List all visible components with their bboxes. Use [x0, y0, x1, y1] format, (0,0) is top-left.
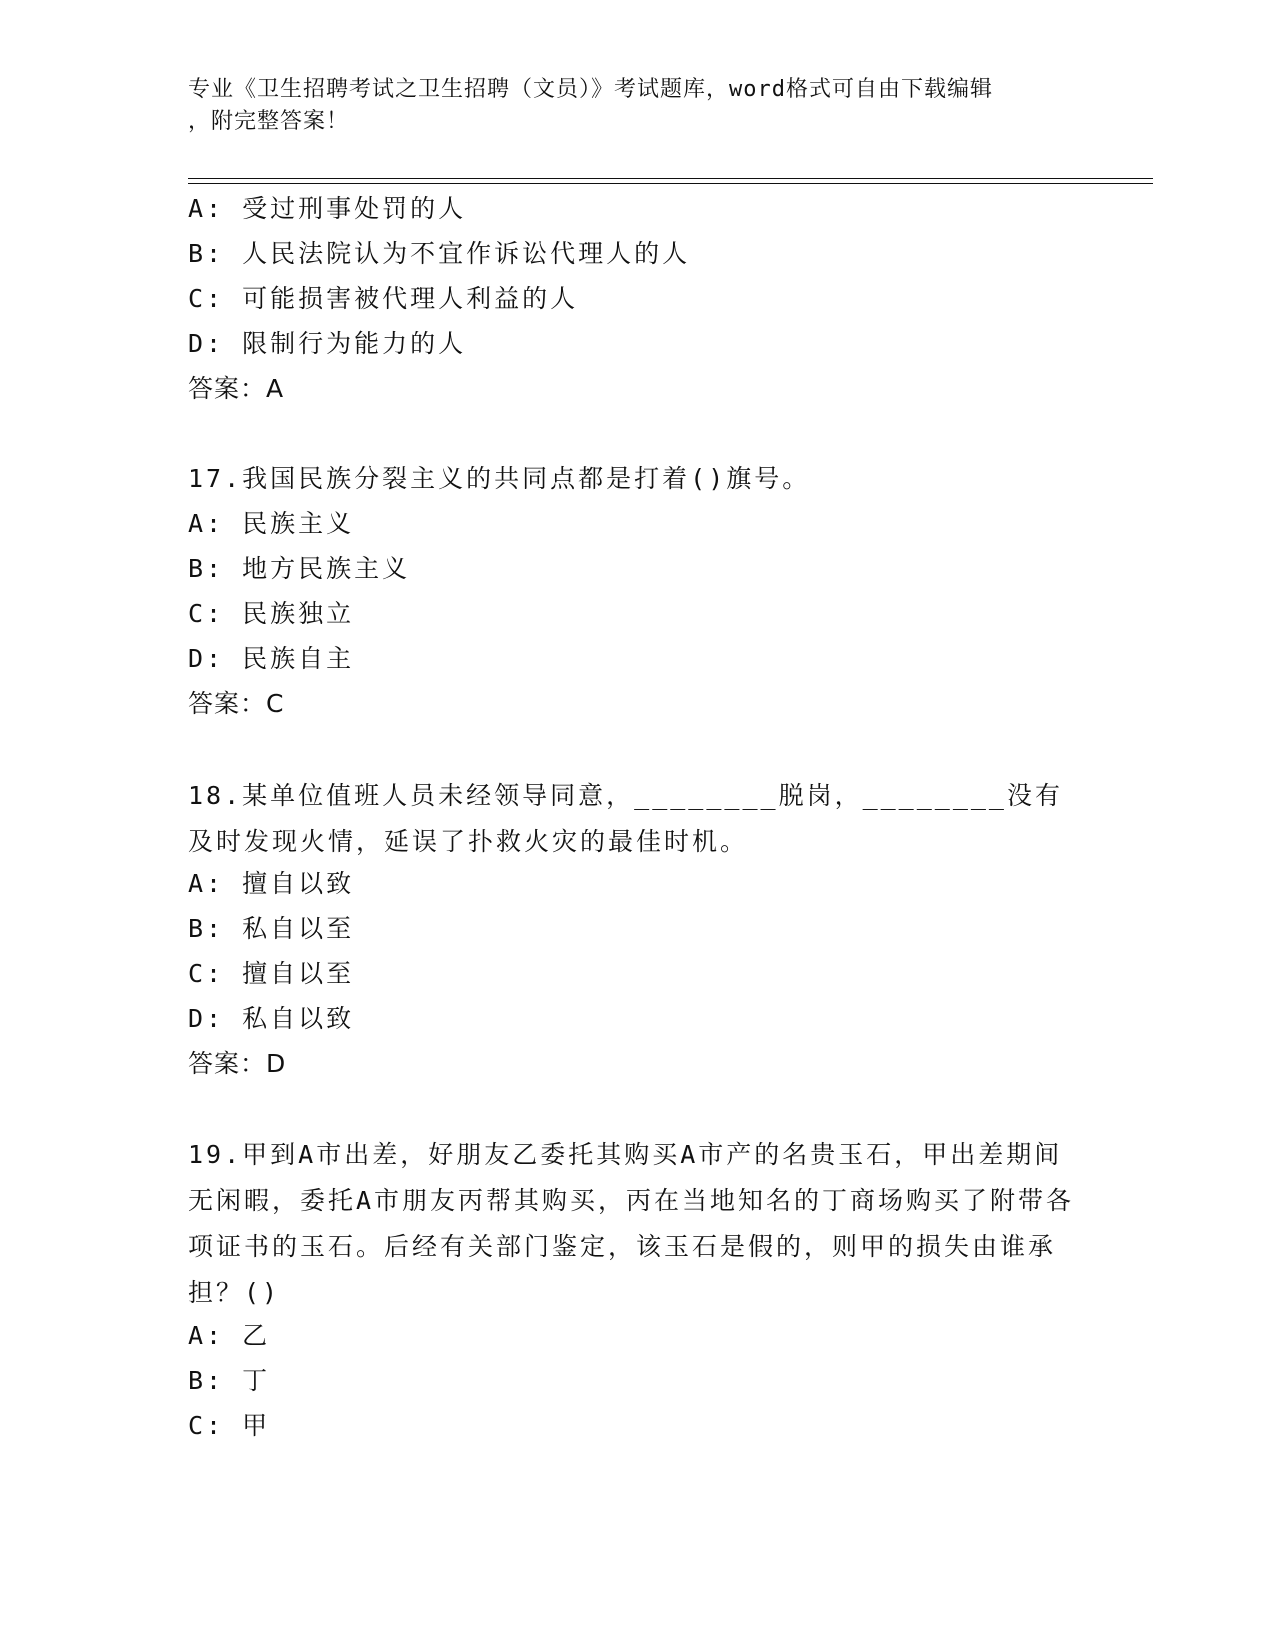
q18-option-a: A: 擅自以致: [188, 869, 355, 898]
q17-option-b: B: 地方民族主义: [188, 554, 411, 583]
q17-option-d: D: 民族自主: [188, 644, 355, 673]
q19-option-b: B: 丁: [188, 1366, 271, 1395]
q18-option-c: C: 擅自以至: [188, 959, 355, 988]
q17-option-a: A: 民族主义: [188, 509, 355, 538]
q19-option-a: A: 乙: [188, 1321, 271, 1350]
q17-option-c: C: 民族独立: [188, 599, 355, 628]
q16-option-c: C: 可能损害被代理人利益的人: [188, 284, 579, 313]
header-divider-bottom: [188, 183, 1153, 184]
q17-answer: 答案：C: [188, 689, 285, 718]
q18-stem: 18.某单位值班人员未经领导同意，________脱岗，________没有及时发现火情，延误了扑救火灾的最佳时机。: [188, 781, 1063, 856]
q18-option-d: D: 私自以致: [188, 1004, 355, 1033]
q19-option-c: C: 甲: [188, 1411, 271, 1440]
header-line-1: 专业《卫生招聘考试之卫生招聘（文员）》考试题库，word格式可自由下载编辑: [188, 77, 993, 102]
q17-stem: 17.我国民族分裂主义的共同点都是打着()旗号。: [188, 464, 811, 493]
q18-option-b: B: 私自以至: [188, 914, 355, 943]
q16-option-b: B: 人民法院认为不宜作诉讼代理人的人: [188, 239, 691, 268]
header-line-2: ，附完整答案！: [188, 109, 350, 134]
q16-option-a: A: 受过刑事处罚的人: [188, 194, 467, 223]
q19-stem: 19.甲到A市出差，好朋友乙委托其购买A市产的名贵玉石，甲出差期间无闲暇，委托A市朋友丙帮其购买，丙在当地知名的丁商场购买了附带各项证书的玉石。后经有关部门鉴定，该玉石是假的，则甲的损失由谁承担？(): [188, 1140, 1075, 1307]
q16-option-d: D: 限制行为能力的人: [188, 329, 467, 358]
document-header: [188, 74, 1068, 138]
q18-answer: 答案：D: [188, 1049, 287, 1078]
header-divider-top: [188, 178, 1153, 179]
q16-answer: 答案：A: [188, 374, 285, 403]
